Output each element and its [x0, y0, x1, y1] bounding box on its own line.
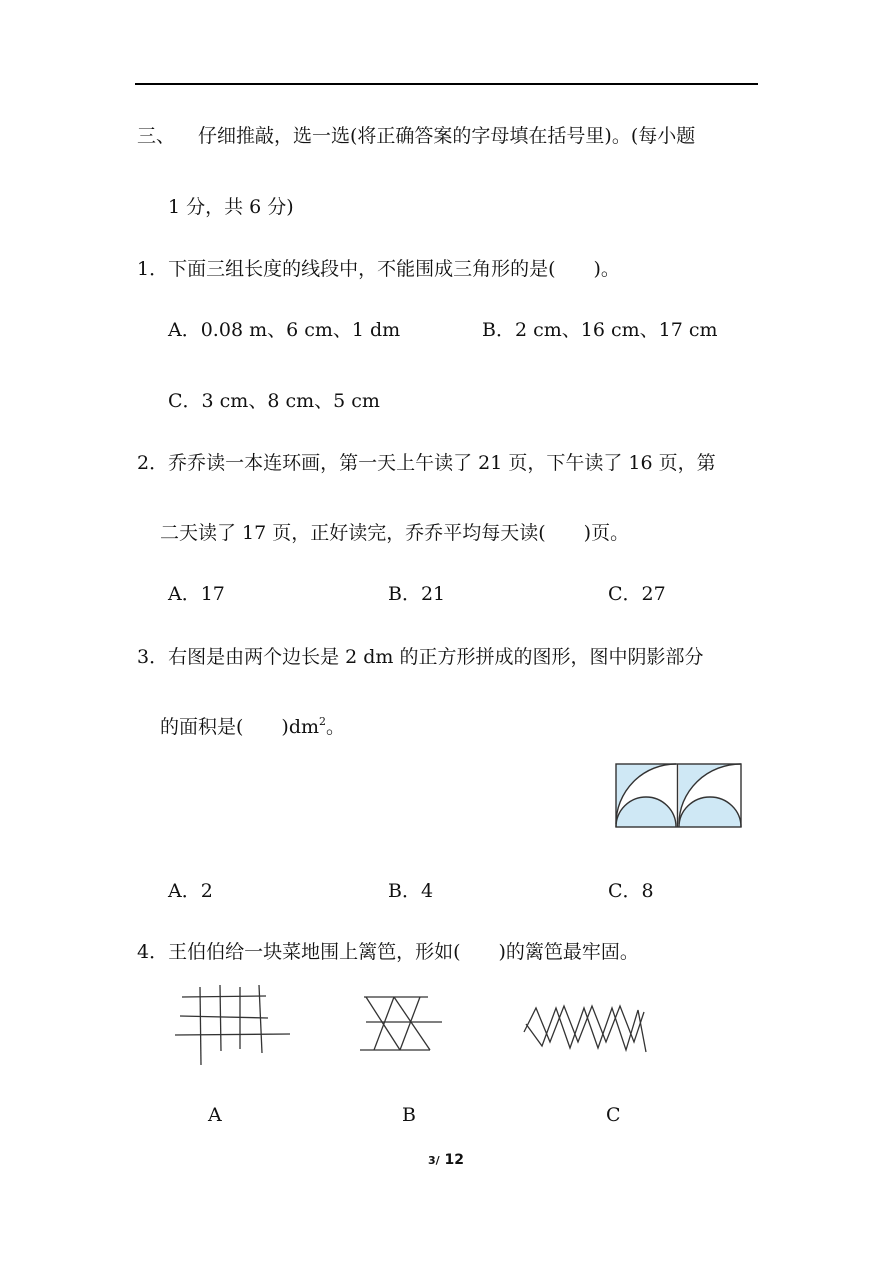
- q3-line2: [160, 715, 345, 742]
- fence-c-figure: [520, 998, 650, 1056]
- q2-option-a: A．17: [168, 583, 225, 605]
- section-number: 三、: [137, 125, 176, 147]
- q1-option-b: B．2 cm、16 cm、17 cm: [482, 319, 718, 341]
- fence-label-b: B: [402, 1104, 416, 1126]
- q3-option-b: B．4: [388, 880, 434, 902]
- q3-shade-left-bottom: [616, 797, 676, 827]
- q3-shade-right-bottom: [679, 797, 741, 827]
- q2-option-b: B．21: [388, 583, 446, 605]
- q3-line1: 3．右图是由两个边长是 2 dm 的正方形拼成的图形，图中阴影部分: [137, 646, 704, 668]
- q3-right-square: [679, 764, 741, 827]
- section-title-cont: 1 分，共 6 分): [168, 196, 294, 218]
- q1-text: 1．下面三组长度的线段中，不能围成三角形的是( )。: [137, 258, 620, 280]
- page-number: [0, 1152, 892, 1168]
- fence-b-figure: [358, 992, 448, 1054]
- q3-unit-exponent: 2: [319, 715, 327, 728]
- q3-line2-end: 。: [326, 716, 346, 738]
- q3-option-a: A．2: [168, 880, 213, 902]
- section-title: 仔细推敲，选一选(将正确答案的字母填在括号里)。(每小题: [198, 125, 696, 147]
- page-total: 12: [444, 1152, 465, 1168]
- header-rule: [135, 83, 758, 85]
- fence-a-figure: [170, 985, 295, 1070]
- q3-option-c: C．8: [608, 880, 654, 902]
- q2-option-c: C．27: [608, 583, 666, 605]
- q1-option-a: A．0.08 m、6 cm、1 dm: [168, 319, 401, 341]
- q2-line2: 二天读了 17 页，正好读完，乔乔平均每天读( )页。: [160, 522, 630, 544]
- q4-text: 4．王伯伯给一块菜地围上篱笆，形如( )的篱笆最牢固。: [137, 941, 639, 963]
- q3-line2-text: 的面积是( )dm: [160, 716, 320, 738]
- fence-label-a: A: [208, 1104, 222, 1126]
- q1-option-c: C．3 cm、8 cm、5 cm: [168, 390, 380, 412]
- page-current: 3/: [427, 1154, 440, 1167]
- q3-left-square: [616, 764, 676, 827]
- q2-line1: 2．乔乔读一本连环画，第一天上午读了 21 页，下午读了 16 页，第: [137, 452, 716, 474]
- fence-label-c: C: [606, 1104, 621, 1126]
- q3-figure: [614, 762, 744, 830]
